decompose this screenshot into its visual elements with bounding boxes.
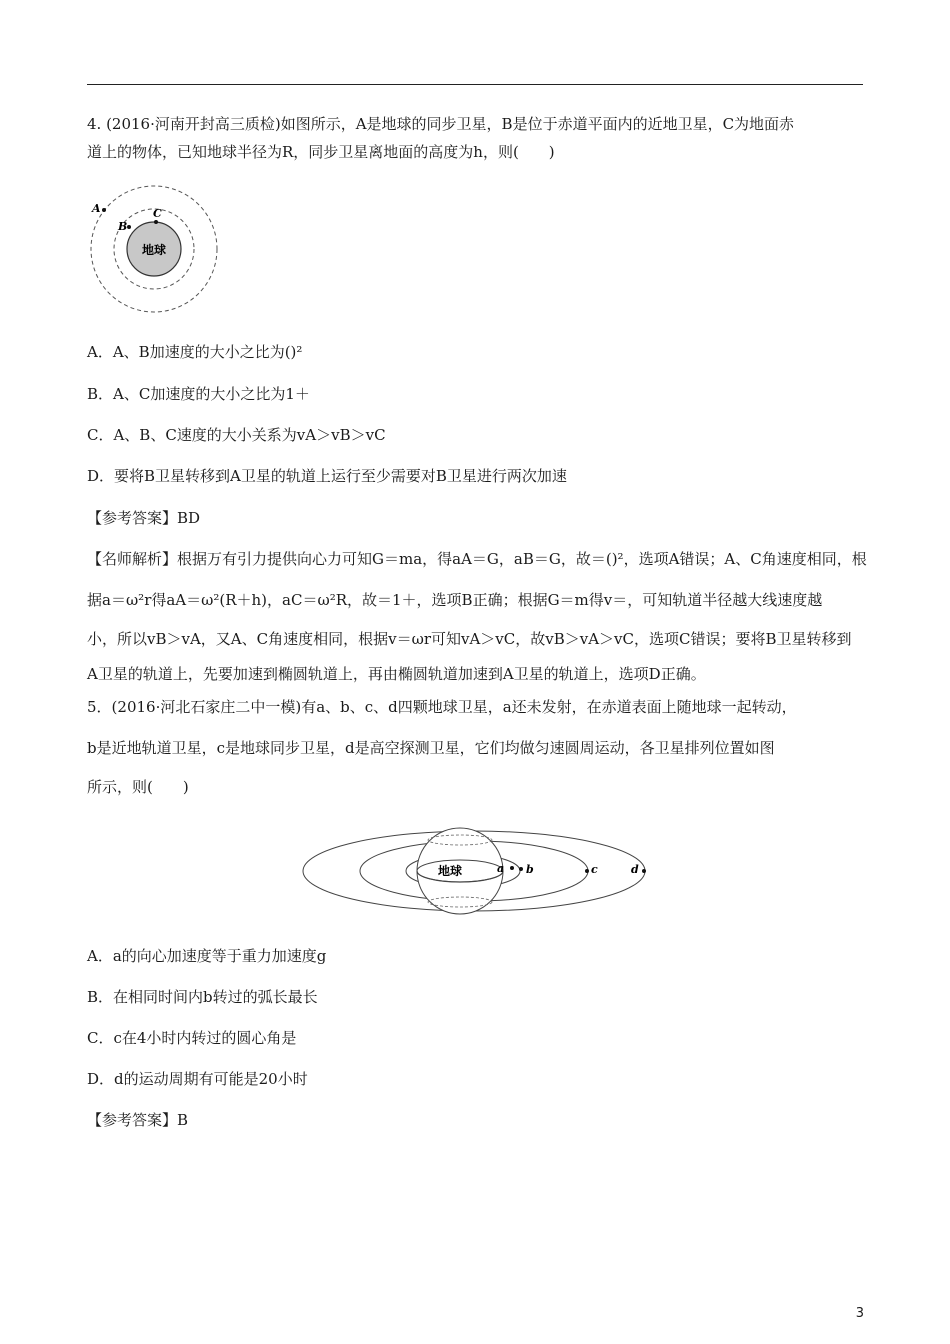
sat-a-dot <box>510 866 514 870</box>
object-c-label: C <box>153 207 162 220</box>
q4-analysis-line3: 小，所以vB＞vA，又A、C角速度相同，根据v＝ωr可知vA＞vC，故vB＞vA＞vC，选项C错误；要将B卫星转移到 <box>87 630 852 648</box>
sat-a-label: a <box>497 862 505 875</box>
q4-option-b: B．A、C加速度的大小之比为1＋ <box>87 385 310 403</box>
q5-stem-line3: 所示，则( ) <box>87 778 189 796</box>
sat-d-dot <box>642 869 646 873</box>
q4-analysis-line4: A卫星的轨道上，先要加速到椭圆轨道上，再由椭圆轨道加速到A卫星的轨道上，选项D正确。 <box>87 665 706 683</box>
q5-stem-line1: 5．(2016·河北石家庄二中一模)有a、b、c、d四颗地球卫星，a还未发射，在赤道表面上随地球一起转动， <box>87 698 797 716</box>
q5-orbit-figure <box>300 826 652 918</box>
page-number: 3 <box>855 1306 864 1321</box>
q4-option-a: A．A、B加速度的大小之比为()² <box>87 343 303 361</box>
sat-d-label: d <box>631 863 639 876</box>
q4-orbit-figure <box>84 178 224 318</box>
q5-option-a: A．a的向心加速度等于重力加速度g <box>87 947 327 965</box>
q5-stem-line2: b是近地轨道卫星，c是地球同步卫星，d是高空探测卫星，它们均做匀速圆周运动，各卫星排列位置如图 <box>87 739 775 757</box>
sat-c-dot <box>585 869 589 873</box>
q5-option-d: D．d的运动周期有可能是20小时 <box>87 1070 308 1088</box>
q5-option-c: C．c在4小时内转过的圆心角是 <box>87 1029 297 1047</box>
q4-option-c: C．A、B、C速度的大小关系为vA＞vB＞vC <box>87 426 386 444</box>
sat-b-dot <box>127 225 131 229</box>
q5-answer: 【参考答案】B <box>87 1111 189 1129</box>
earth-label: 地球 <box>141 243 167 257</box>
q4-answer: 【参考答案】BD <box>87 509 201 527</box>
header-rule <box>87 84 863 85</box>
earth-label: 地球 <box>437 864 463 878</box>
sat-b-label: B <box>118 220 128 233</box>
sat-a-label: A <box>92 202 101 215</box>
q4-option-d: D．要将B卫星转移到A卫星的轨道上运行至少需要对B卫星进行两次加速 <box>87 467 567 485</box>
sat-b-dot <box>519 867 523 871</box>
sat-b-label: b <box>526 863 534 876</box>
q4-stem-line1: 4. (2016·河南开封高三质检)如图所示，A是地球的同步卫星，B是位于赤道平面内的近地卫星，C为地面赤 <box>87 115 795 133</box>
sat-a-dot <box>102 208 106 212</box>
q4-analysis-line2: 据a＝ω²r得aA＝ω²(R＋h)，aC＝ω²R，故＝1＋，选项B正确；根据G＝m得v＝，可知轨道半径越大线速度越 <box>87 591 823 609</box>
object-c-dot <box>154 220 158 224</box>
q4-stem-line2: 道上的物体，已知地球半径为R，同步卫星离地面的高度为h，则( ) <box>87 143 555 161</box>
q5-option-b: B．在相同时间内b转过的弧长最长 <box>87 988 318 1006</box>
sat-c-label: c <box>591 863 598 876</box>
q4-analysis-line1: 【名师解析】根据万有引力提供向心力可知G＝ma，得aA＝G，aB＝G，故＝()²，选项A错误；A、C角速度相同，根 <box>87 550 867 568</box>
